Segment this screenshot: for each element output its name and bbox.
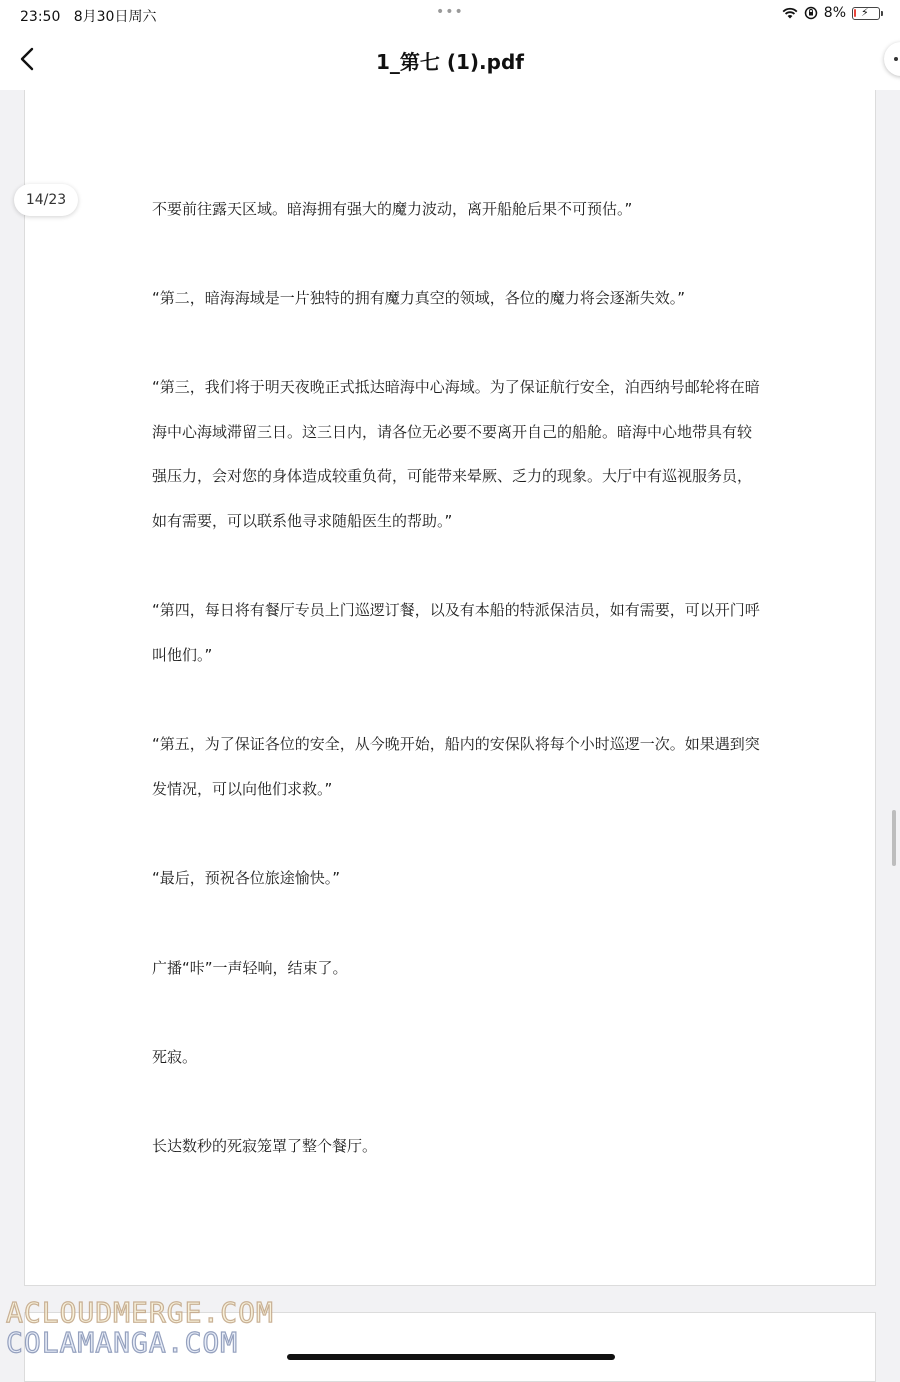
paragraph: 死寂。	[152, 1048, 198, 1066]
status-bar	[0, 0, 900, 30]
paragraph: “第三，我们将于明天夜晚正式抵达暗海中心海域。为了保证航行安全，泊西纳号邮轮将在暗海中心海域滞留三日。这三日内，请各位无必要不要离开自己的船舱。暗海中心地带具有较强压力，会对您的身体造成较重负荷，可能带来晕厥、乏力的现象。大厅中有巡视服务员，如有需要，可以联系他寻求随船医生的帮助。”	[152, 378, 760, 531]
home-indicator[interactable]	[287, 1354, 615, 1360]
multitasking-dots[interactable]: •••	[436, 4, 464, 20]
wifi-icon	[782, 7, 798, 19]
battery-level	[854, 9, 856, 17]
battery-percent: 8%	[823, 5, 846, 21]
rotation-lock-icon	[804, 6, 818, 20]
document-title: 1_第七 (1).pdf	[375, 50, 524, 74]
charging-bolt-icon: ⚡	[861, 5, 869, 19]
battery-icon	[852, 7, 880, 20]
paragraph: 不要前往露天区域。暗海拥有强大的魔力波动，离开船舱后果不可预估。”	[152, 200, 633, 218]
paragraph: “最后，预祝各位旅途愉快。”	[152, 869, 341, 887]
nav-bar	[0, 30, 900, 90]
pdf-page	[24, 90, 876, 1286]
scrollbar[interactable]	[892, 810, 896, 866]
status-time-date: 23:50 8月30日周六	[20, 9, 157, 25]
status-right	[782, 5, 880, 21]
page-indicator: 14/23	[14, 184, 78, 216]
paragraph: 长达数秒的死寂笼罩了整个餐厅。	[152, 1137, 378, 1155]
paragraph: “第二，暗海海域是一片独特的拥有魔力真空的领域，各位的魔力将会逐渐失效。”	[152, 289, 686, 307]
watermark-line: COLAMANGA.COM	[6, 1326, 239, 1359]
more-icon	[894, 57, 898, 61]
paragraph: 广播“咔”一声轻响，结束了。	[152, 959, 348, 977]
paragraph: “第四，每日将有餐厅专员上门巡逻订餐，以及有本船的特派保洁员，如有需要，可以开门呼叫他们。”	[152, 601, 760, 664]
watermark-line: ACLOUDMERGE.COM	[6, 1296, 274, 1329]
paragraph: “第五，为了保证各位的安全，从今晚开始，船内的安保队将每个小时巡逻一次。如果遇到突发情况，可以向他们求救。”	[152, 735, 760, 798]
